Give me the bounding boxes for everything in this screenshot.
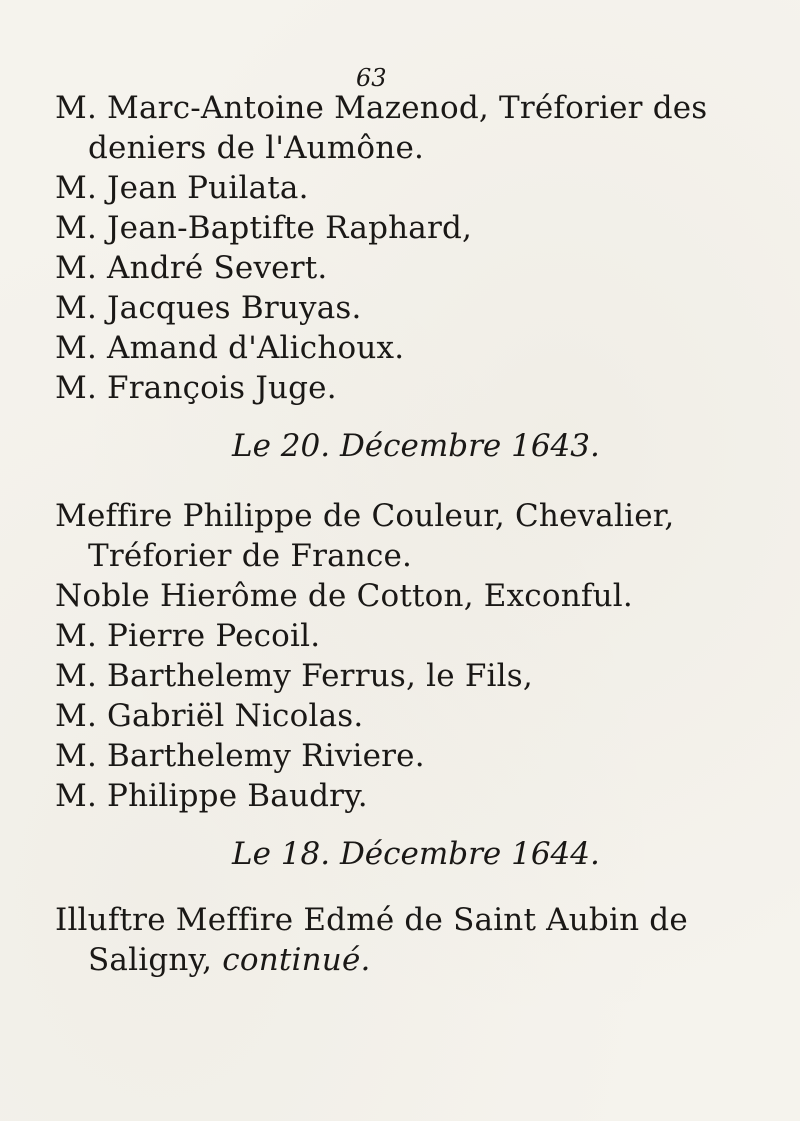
text-line-3: M. Jean Puilata. <box>55 170 309 206</box>
text-line-4: M. Jean-Baptifte Raphard, <box>55 210 473 246</box>
text-line-5: M. André Severt. <box>55 250 328 286</box>
page-number: 63 <box>356 64 387 92</box>
text-line-10: Tréforier de France. <box>88 538 413 574</box>
text-line-1: M. Marc-Antoine Mazenod, Tréforier des <box>55 90 708 126</box>
text-line-16: M. Philippe Baudry. <box>55 778 368 814</box>
text-line-7: M. Amand d'Alichoux. <box>55 330 405 366</box>
text-line-18 <box>88 940 371 980</box>
text-line-11: Noble Hierôme de Cotton, Exconful. <box>55 578 633 614</box>
text-line-18-italic: continué. <box>222 942 371 978</box>
text-line-17: Illuftre Meffire Edmé de Saint Aubin de <box>55 902 688 938</box>
text-line-12: M. Pierre Pecoil. <box>55 618 321 654</box>
text-line-8: M. François Juge. <box>55 370 337 406</box>
text-line-14: M. Gabriël Nicolas. <box>55 698 364 734</box>
text-line-15: M. Barthelemy Riviere. <box>55 738 425 774</box>
section-heading-1: Le 20. Décembre 1643. <box>232 428 600 464</box>
text-line-13: M. Barthelemy Ferrus, le Fils, <box>55 658 533 694</box>
section-heading-2: Le 18. Décembre 1644. <box>232 836 600 872</box>
text-line-6: M. Jacques Bruyas. <box>55 290 362 326</box>
text-line-9: Meffire Philippe de Couleur, Chevalier, <box>55 498 675 534</box>
text-line-2: deniers de l'Aumône. <box>88 130 425 166</box>
text-line-18-prefix: Saligny, <box>88 942 213 978</box>
